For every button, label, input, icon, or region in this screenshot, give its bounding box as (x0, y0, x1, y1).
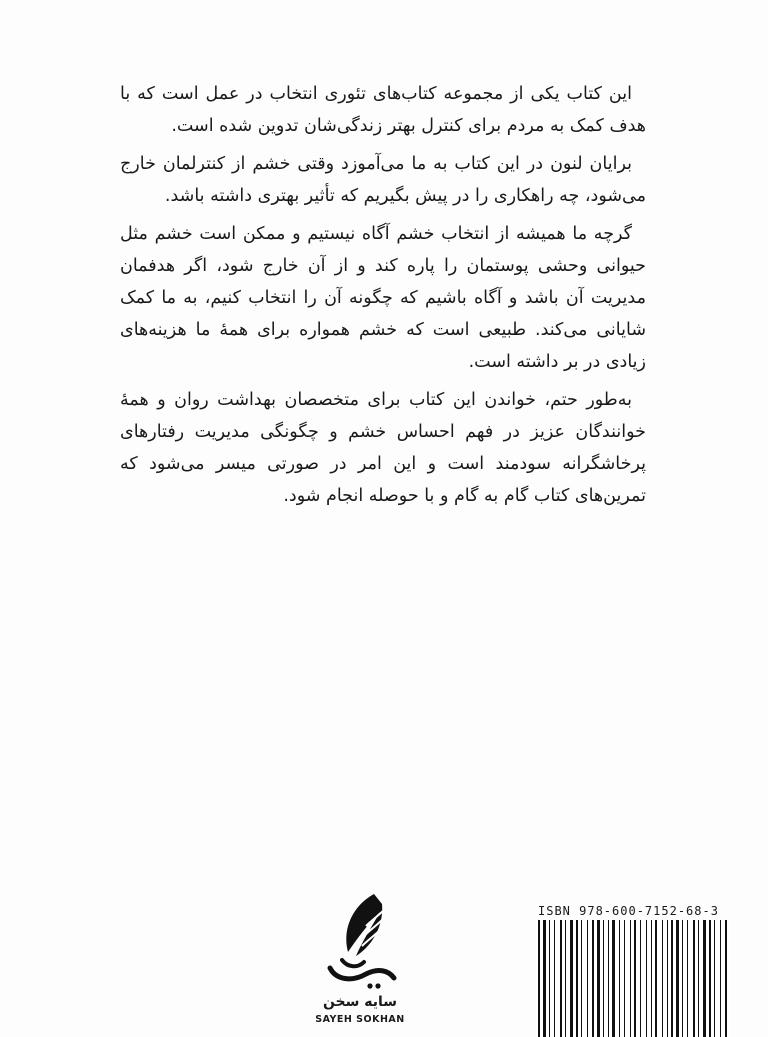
barcode-bar (612, 920, 615, 1037)
barcode-bar (640, 920, 641, 1037)
publisher-logo (300, 890, 420, 1030)
barcode-bar (603, 920, 604, 1037)
barcode-bar (565, 920, 566, 1037)
barcode-bar (592, 920, 594, 1037)
publisher-name-fa: سایه سخن (322, 994, 398, 1010)
isbn-label: ISBN 978-600-7152-68-3 (538, 904, 719, 918)
barcode-bar (554, 920, 555, 1037)
barcode-bar (549, 920, 550, 1037)
barcode-bar (709, 920, 711, 1037)
barcode-bar (725, 920, 727, 1037)
barcode-bar (655, 920, 657, 1037)
feather-quill-icon (322, 890, 400, 994)
barcode-bar (538, 920, 540, 1037)
barcode-bar (608, 920, 609, 1037)
barcode-bar (634, 920, 636, 1037)
barcode-bar (576, 920, 578, 1037)
barcode-bar (543, 920, 546, 1037)
barcode-bar (667, 920, 668, 1037)
barcode-bar (703, 920, 706, 1037)
barcode-bar (630, 920, 631, 1037)
blurb-paragraph-4: به‌طور حتم، خواندن این کتاب برای متخصصان بهداشت روان و همهٔ خوانندگان عزیز در فهم احساس خشم و چگونگی مدیریت رفتارهای پرخاشگرانه سودمند است و این امر در صورتی میسر می‌شود که تمرین‌های کتاب گام به گام و با حوصله انجام شود. (120, 390, 646, 506)
barcode-bar (624, 920, 625, 1037)
publisher-name-en: SAYEH SOKHAN (315, 1014, 405, 1025)
blurb-paragraph-1: این کتاب یکی از مجموعه کتاب‌های تئوری انتخاب در عمل است که با هدف کمک به مردم برای کنترل بهتر زندگی‌شان تدوین شده است. (120, 84, 646, 136)
barcode-bar (720, 920, 721, 1037)
barcode-bar (570, 920, 573, 1037)
barcode-bar (671, 920, 673, 1037)
blurb-paragraph-2: برایان لنون در این کتاب به ما می‌آموزد وقتی خشم از کنترلمان خارج می‌شود، چه راهکاری را در پیش بگیریم که تأثیر بهتری داشته باشد. (120, 154, 646, 206)
barcode-bar (682, 920, 683, 1037)
isbn-barcode (536, 920, 730, 1037)
barcode-bars (536, 920, 730, 1037)
barcode-bar (597, 920, 600, 1037)
barcode-bar (662, 920, 663, 1037)
barcode-bar (646, 920, 647, 1037)
barcode-bar (560, 920, 562, 1037)
barcode-bar (693, 920, 695, 1037)
barcode-bar (587, 920, 588, 1037)
barcode-bar (619, 920, 620, 1037)
barcode-bar (698, 920, 699, 1037)
blurb-paragraph-3: گرچه ما همیشه از انتخاب خشم آگاه نیستیم و ممکن است خشم مثل حیوانی وحشی پوستمان را پاره کند و از آن خارج شود، اگر هدفمان مدیریت آن باشد و آگاه باشیم که چگونه آن را انتخاب کنیم، به ما کمک شایانی می‌کند. طبیعی است که خشم همواره برای همهٔ ما هزینه‌های زیادی در بر داشته است. (120, 224, 646, 372)
barcode-bar (687, 920, 688, 1037)
barcode-bar (714, 920, 715, 1037)
back-cover-blurb (120, 78, 646, 512)
barcode-bar (651, 920, 652, 1037)
barcode-bar (676, 920, 679, 1037)
barcode-bar (581, 920, 582, 1037)
